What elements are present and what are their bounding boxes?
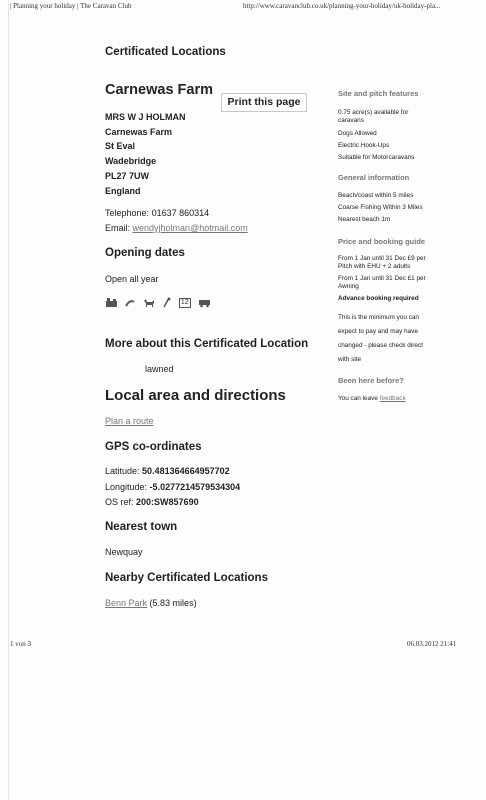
nearest-town-heading: Nearest town <box>105 521 178 533</box>
feedback-link[interactable]: feedback <box>379 395 406 402</box>
nearby-distance: (5.83 miles) <box>149 598 197 608</box>
email-label: Email: <box>105 223 131 233</box>
been-here-heading: Been here before? <box>338 376 404 385</box>
address-block <box>105 110 186 198</box>
latitude-label: Latitude: <box>105 466 140 476</box>
general-item: Coarse Fishing Within 3 Miles <box>338 204 423 211</box>
nearby-location-link[interactable]: Benn Park <box>105 598 148 608</box>
address-line: St Eval <box>105 141 136 152</box>
hose-icon <box>125 297 135 308</box>
nearby-heading: Nearby Certificated Locations <box>105 572 268 584</box>
toilet-icon <box>105 297 118 308</box>
longitude-row <box>105 482 240 492</box>
facility-icons <box>105 294 214 308</box>
feature-item: Dogs Allowed <box>338 130 377 137</box>
opening-dates-heading: Opening dates <box>105 247 185 259</box>
nearby-row <box>105 598 197 608</box>
nearest-town-value: Newquay <box>105 547 143 557</box>
address-line: PL27 7UW <box>105 170 150 181</box>
address-line: MRS W J HOLMAN <box>105 112 186 122</box>
pitch-icon <box>162 297 171 308</box>
print-header-url: http://www.caravanclub.co.uk/planning-your-holiday/uk-holiday-pla... <box>243 2 441 10</box>
plan-route-link[interactable]: Plan a route <box>105 416 154 426</box>
more-about-text: lawned <box>145 364 174 374</box>
general-item: Beach/coast within 5 miles <box>338 192 414 199</box>
opening-dates-text: Open all year <box>105 274 159 284</box>
advance-booking-note: Advance booking required <box>338 295 419 302</box>
address-line: Wadebridge <box>105 156 157 167</box>
feedback-text: You can leave <box>338 395 378 402</box>
osref-label: OS ref: <box>105 497 134 507</box>
general-heading: General information <box>338 173 410 182</box>
dog-icon <box>143 297 155 308</box>
address-line: Carnewas Farm <box>105 126 173 137</box>
local-area-heading: Local area and directions <box>105 387 286 404</box>
sidebar <box>338 89 426 403</box>
section-heading: Certificated Locations <box>105 46 226 58</box>
feedback-row <box>338 395 426 403</box>
footer-page-number: 1 von 3 <box>10 640 31 648</box>
price-item: From 1 Jan until 31 Dec £1 per Awning <box>338 275 426 290</box>
feature-item: Electric Hook-Ups <box>338 142 390 149</box>
print-page-button[interactable]: Print this page <box>221 93 307 112</box>
latitude-row <box>105 466 230 476</box>
site-name: Carnewas Farm <box>105 82 213 98</box>
osref-row <box>105 497 199 507</box>
longitude-value: -5.0277214579534304 <box>149 482 241 492</box>
feature-item: 0.75 acre(s) available for caravans <box>338 109 409 124</box>
email-link[interactable]: wendyjholman@hotmail.com <box>132 223 248 233</box>
feature-item: Suitable for Motorcaravans <box>338 154 415 161</box>
email-row <box>105 223 248 233</box>
scan-edge-line <box>8 0 9 800</box>
features-heading: Site and pitch features <box>338 89 419 98</box>
more-about-heading: More about this Certificated Location <box>105 338 309 350</box>
osref-value: 200:SW857690 <box>136 497 199 507</box>
telephone-label: Telephone: <box>105 208 150 218</box>
print-header-title: | Planning your holiday | The Caravan Club <box>10 2 132 10</box>
minimum-price-note: This is the minimum you can expect to pay and may have changed - please check direct with site <box>338 314 423 363</box>
latitude-value: 50.481364664957702 <box>142 466 230 476</box>
address-line: England <box>105 185 141 196</box>
footer-datetime: 06.03.2012 21:41 <box>407 640 457 648</box>
price-heading: Price and booking guide <box>338 237 426 246</box>
twelve-badge-icon: 12 <box>180 298 189 306</box>
general-item: Nearest beach 1m <box>338 216 391 223</box>
price-item: From 1 Jan until 31 Dec £9 per Pitch with EHU + 2 adults <box>338 255 426 270</box>
telephone-row <box>105 208 209 218</box>
motorhome-icon <box>198 297 211 308</box>
gps-heading: GPS co-ordinates <box>105 441 202 453</box>
telephone-value: 01637 860314 <box>151 208 210 218</box>
longitude-label: Longitude: <box>105 482 148 492</box>
